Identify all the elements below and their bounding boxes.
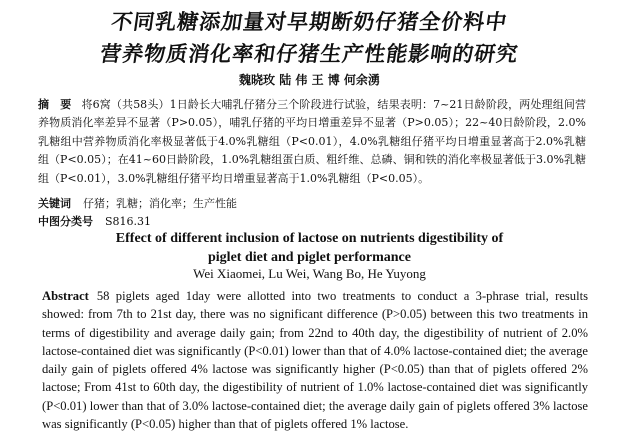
classification-row xyxy=(38,213,151,229)
keywords-row xyxy=(38,195,237,211)
abstract-en xyxy=(42,287,588,433)
title-cn-line1: 不同乳糖添加量对早期断奶仔猪全价料中 xyxy=(109,10,510,34)
title-cn-line2: 营养物质消化率和仔猪生产性能影响的研究 xyxy=(98,42,521,66)
keywords-text: 仔猪；乳糖；消化率；生产性能 xyxy=(83,197,237,210)
abstract-en-label: Abstract xyxy=(42,289,89,303)
authors-en: Wei Xiaomei, Lu Wei, Wang Bo, He Yuyong xyxy=(193,266,426,281)
title-en-line2: piglet diet and piglet performance xyxy=(208,250,411,265)
keywords-label: 关键词 xyxy=(38,197,71,210)
title-en-line1: Effect of different inclusion of lactose on nutrients digestibility of xyxy=(115,231,504,246)
classification-text: S816.31 xyxy=(105,215,152,228)
abstract-cn xyxy=(38,96,586,188)
abstract-cn-text: 将6窝（共58头）1日龄长大哺乳仔猪分三个阶段进行试验，结果表明：7~21日龄阶段，两处理组间营养物质消化率差异不显著（P>0.05），哺乳仔猪的平均日增重差异不显著（P>0.05）；22~40日龄阶段，2.0%乳糖组中营养物质消化率极显著低于4.0%乳糖组（P<0.01），4.0%乳糖组仔猪平均日增重显著高于2.0%乳糖组（P<0.05）；在41~60日龄阶段，1.0%乳糖组蛋白质、粗纤维、总磷、铜和铁的消化率极显著低于3.0%乳糖组（P<0.01），3.0%乳糖组仔猪平均日增重显著高于1.0%乳糖组（P<0.05）。 xyxy=(38,98,586,185)
authors-cn: 魏晓玫 陆 伟 王 博 何余湧 xyxy=(239,73,380,87)
abstract-en-text: 58 piglets aged 1day were allotted into two treatments to conduct a 3-phrase trial, results showed: from 7th to 21st day, there was no significant difference (P>0.05) between this two treatments in terms of digestibility and average daily gain; from 22nd to 40th day, the digestibility of nutrient of 2.0% lactose-contained diet was significantly (P<0.01) lower than that of 4.0% lactose-contained diet; the average daily gain of piglets offered 4% lactose was significantly higher (P<0.05) than that of piglets offered 2% lactose; From 41st to 60th day, the digestibility of nutrient of 1.0% lactose-contained diet was significantly (P<0.01) lower than that of 3.0% lactose-contained diet; the average daily gain of piglets offered 3% lactose was significantly (P<0.05) higher than that of piglets offered 1% lactose. xyxy=(42,289,588,432)
classification-label: 中图分类号 xyxy=(38,215,93,228)
abstract-cn-label: 摘 要 xyxy=(38,98,72,111)
